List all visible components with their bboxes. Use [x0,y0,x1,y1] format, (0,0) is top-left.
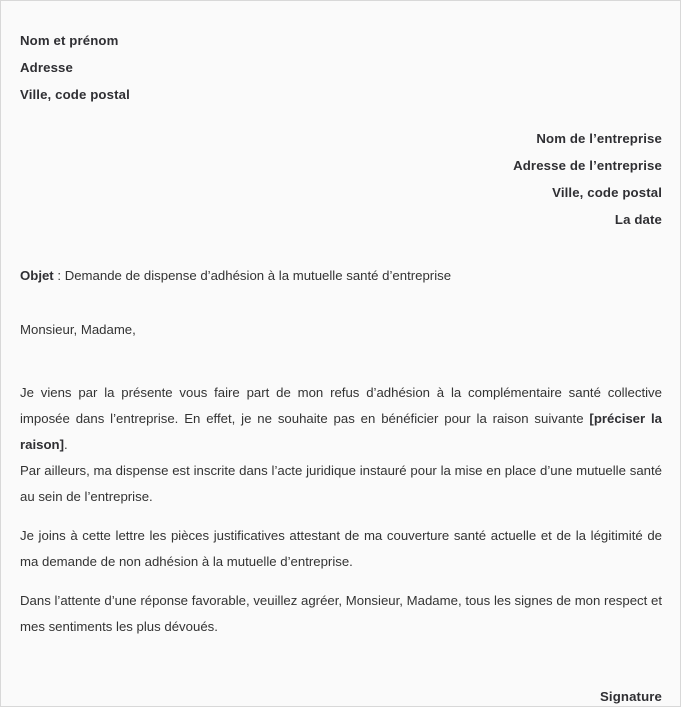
paragraph-1-text-before: Je viens par la présente vous faire part de mon refus d’adhésion à la complémentaire santé collective imposée dans l’entreprise. En effet, je ne souhaite pas en bénéficier pour la raison suivante [20,385,662,426]
subject-separator: : [53,268,65,283]
subject-text: Demande de dispense d’adhésion à la mutuelle santé d’entreprise [64,268,452,283]
body-paragraph-4: Dans l’attente d’une réponse favorable, veuillez agréer, Monsieur, Madame, tous les signes de mon respect et mes sentiments les plus dévoués. [20,593,662,634]
salutation-line: Monsieur, Madame, [20,322,136,337]
sender-line-name: Nom et prénom [20,33,119,48]
recipient-line-company-address: Adresse de l’entreprise [513,158,662,173]
body-paragraph-1 [20,380,662,458]
sender-line-address: Adresse [20,60,73,75]
recipient-address-block [20,125,662,233]
letter-body [20,380,662,640]
subject-line [20,267,662,285]
paragraph-1-placeholder-emphasis: [préciser la raison] [20,411,662,452]
signature-block [20,688,662,706]
body-paragraph-2: Par ailleurs, ma dispense est inscrite dans l’acte juridique instauré pour la mise en place d’une mutuelle santé au sein de l’entreprise. [20,463,662,504]
sender-address-block [20,27,662,108]
recipient-line-company-name: Nom de l’entreprise [536,131,662,146]
paragraph-1-text-after: . [63,437,68,452]
signature-label: Signature [599,689,662,704]
recipient-line-city-postal: Ville, code postal [552,185,662,200]
body-paragraph-3: Je joins à cette lettre les pièces justificatives attestant de ma couverture santé actuelle et de la légitimité de ma demande de non adhésion à la mutuelle d’entreprise. [20,528,662,569]
sender-line-city-postal: Ville, code postal [20,87,130,102]
letter-content-area [1,1,680,706]
recipient-line-date: La date [614,212,662,227]
subject-label: Objet [20,268,54,283]
